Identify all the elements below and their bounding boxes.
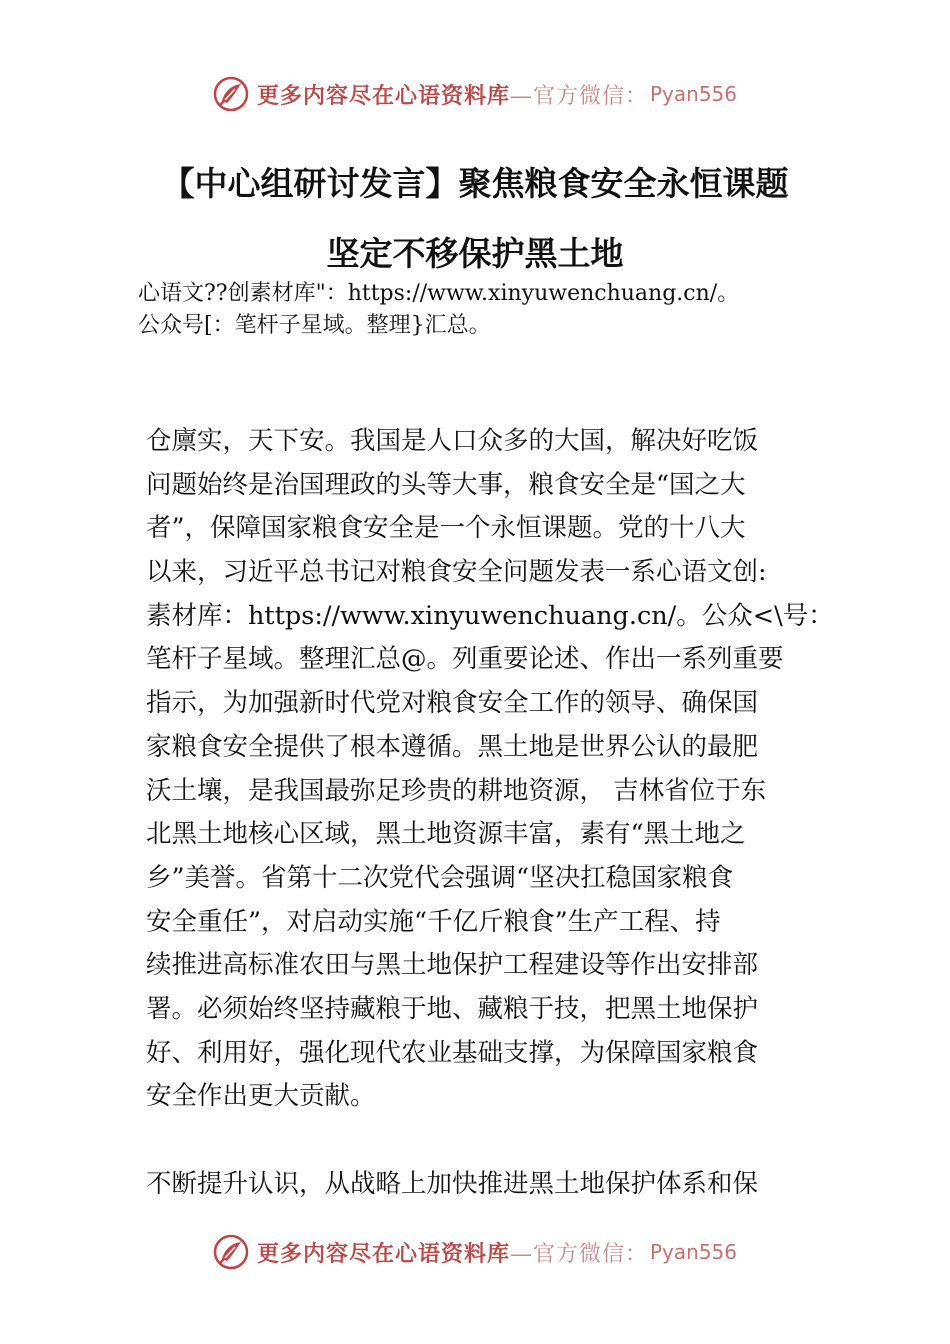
text-line: 沃土壤，是我国最弥足珍贵的耕地资源， 吉林省位于东 — [146, 775, 767, 806]
banner-separator: —官方微信： — [509, 1241, 648, 1267]
banner-text: 更多内容尽在心语资料库 — [256, 82, 510, 109]
footer-banner — [0, 1222, 950, 1282]
text-line: 安全重任”，对启动实施“千亿斤粮食”生产工程、持 — [146, 906, 721, 937]
text-line: 笔杆子星域。整理汇总@。列重要论述、作出一系列重要 — [146, 644, 784, 675]
text-line: 家粮食安全提供了根本遵循。黑土地是世界公认的最肥 — [146, 731, 759, 762]
source-line: 公众号[：笔杆子星域。整理}汇总。 — [138, 313, 491, 338]
text-line: 北黑土地核心区域，黑土地资源丰富，素有“黑土地之 — [146, 819, 746, 850]
text-line: 乡”美誉。省第十二次党代会强调“坚决扛稳国家粮食 — [146, 862, 734, 893]
text-line: 不断提升认识，从战略上加快推进黑土地保护体系和保 — [146, 1168, 759, 1199]
banner-wechat-id: Pyan556 — [650, 82, 738, 106]
text-line: 署。必须始终坚持藏粮于地、藏粮于技，把黑土地保护 — [146, 993, 759, 1024]
paragraph-1 — [146, 420, 834, 1119]
source-line: 心语文??创素材库"：https://www.xinyuwenchuang.cn/。 — [138, 281, 740, 306]
text-line: 安全作出更大贡献。 — [146, 1081, 376, 1112]
text-line: 续推进高标准农田与黑土地保护工程建设等作出安排部 — [146, 950, 759, 981]
paragraph-2 — [146, 1163, 826, 1207]
banner-wechat-id: Pyan556 — [650, 1240, 738, 1264]
banner-text: 更多内容尽在心语资料库 — [256, 1240, 510, 1267]
document-title-line-1: 【中心组研讨发言】聚焦粮食安全永恒课题 — [161, 164, 789, 203]
text-line: 素材库：https://www.xinyuwenchuang.cn/。公众<\号： — [146, 600, 834, 631]
document-title-line-2: 坚定不移保护黑土地 — [326, 234, 624, 273]
text-line: 者”，保障国家粮食安全是一个永恒课题。党的十八大 — [146, 513, 746, 544]
body-text — [146, 420, 834, 1206]
source-note — [138, 278, 858, 342]
banner-separator: —官方微信： — [509, 83, 648, 109]
text-line: 以来，习近平总书记对粮食安全问题发表一系心语文创: — [146, 557, 767, 588]
text-line: 仓廪实，天下安。我国是人口众多的大国，解决好吃饭 — [146, 426, 759, 456]
paragraph-gap — [146, 1119, 826, 1163]
brand-logo-icon — [213, 1234, 249, 1270]
brand-logo-icon — [213, 76, 249, 112]
text-line: 问题始终是治国理政的头等大事，粮食安全是“国之大 — [146, 469, 746, 500]
header-banner — [0, 64, 950, 124]
text-line: 好、利用好，强化现代农业基础支撑，为保障国家粮食 — [146, 1037, 759, 1068]
text-line: 指示，为加强新时代党对粮食安全工作的领导、确保国 — [146, 688, 759, 719]
